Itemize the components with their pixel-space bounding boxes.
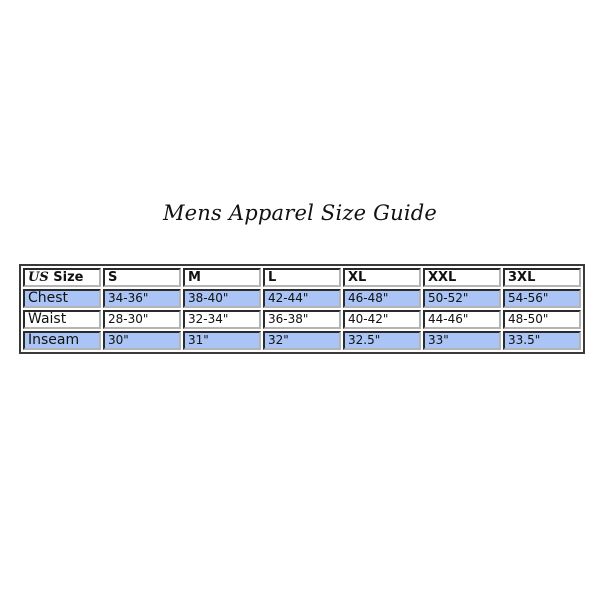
table-row-inseam [23, 331, 581, 350]
table-cell: 48-50" [503, 310, 581, 329]
us-label: US [28, 270, 49, 285]
table-cell: 32" [263, 331, 341, 350]
table-cell: 32.5" [343, 331, 421, 350]
table-cell: 38-40" [183, 289, 261, 308]
table-cell: 31" [183, 331, 261, 350]
table-cell: 50-52" [423, 289, 501, 308]
header-cell-us-size [23, 268, 101, 287]
table-cell: 34-36" [103, 289, 181, 308]
header-cell-size: S [103, 268, 181, 287]
table-cell: 40-42" [343, 310, 421, 329]
table-row-chest [23, 289, 581, 308]
table-cell: 28-30" [103, 310, 181, 329]
table-cell: 44-46" [423, 310, 501, 329]
row-label-waist: Waist [23, 310, 101, 329]
size-label: Size [48, 270, 84, 285]
table-row-waist [23, 310, 581, 329]
table-cell: 42-44" [263, 289, 341, 308]
row-label-inseam: Inseam [23, 331, 101, 350]
header-row [23, 268, 581, 287]
table-cell: 54-56" [503, 289, 581, 308]
header-cell-size: XXL [423, 268, 501, 287]
header-cell-size: XL [343, 268, 421, 287]
row-label-chest: Chest [23, 289, 101, 308]
header-cell-size: M [183, 268, 261, 287]
table-cell: 36-38" [263, 310, 341, 329]
page-title: Mens Apparel Size Guide [162, 201, 438, 225]
header-cell-size: 3XL [503, 268, 581, 287]
table-cell: 30" [103, 331, 181, 350]
size-table [19, 264, 585, 354]
table-cell: 33" [423, 331, 501, 350]
table-cell: 32-34" [183, 310, 261, 329]
table-cell: 46-48" [343, 289, 421, 308]
header-cell-size: L [263, 268, 341, 287]
table-cell: 33.5" [503, 331, 581, 350]
